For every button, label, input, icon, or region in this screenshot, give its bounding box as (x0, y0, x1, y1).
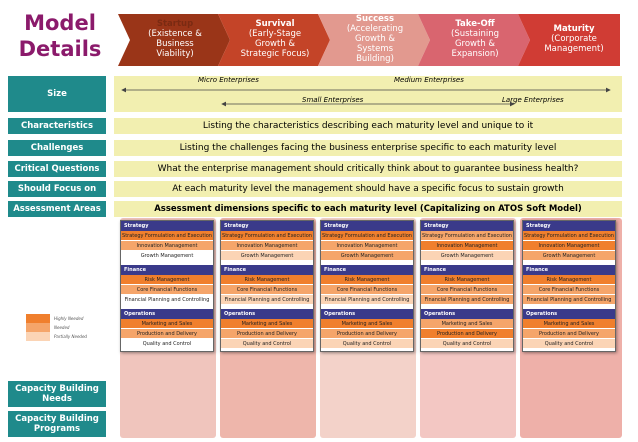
band-characteristics: Listing the characteristics describing each maturity level and unique to it (114, 118, 622, 134)
legend-low-label: Partially Needed (54, 334, 87, 339)
stage-maturity-desc: (Corporate Management) (544, 34, 604, 54)
assessment-panel-survival (220, 220, 314, 352)
panel-section-strategy: Strategy (523, 221, 615, 231)
panel-item: Core Financial Functions (523, 285, 615, 295)
band-assessment: Assessment dimensions specific to each maturity level (Capitalizing on ATOS Soft Model) (114, 201, 622, 217)
panel-item: Risk Management (121, 275, 213, 285)
panel-item: Innovation Management (121, 241, 213, 251)
row-label-assessment: Assessment Areas (8, 201, 106, 217)
panel-item: Growth Management (421, 251, 513, 261)
stage-success-desc: (Accelerating Growth & Systems Building) (346, 24, 404, 64)
panel-item: Quality and Control (523, 339, 615, 349)
row-label-capacity-needs: Capacity Building Needs (8, 381, 106, 407)
legend-high-label: Highly Needed (54, 316, 84, 321)
panel-item: Marketing and Sales (121, 319, 213, 329)
panel-item: Growth Management (221, 251, 313, 261)
panel-item: Quality and Control (321, 339, 413, 349)
panel-item: Production and Delivery (321, 329, 413, 339)
panel-section-finance: Finance (221, 265, 313, 275)
panel-item: Financial Planning and Controlling (321, 295, 413, 305)
panel-item: Production and Delivery (421, 329, 513, 339)
panel-item: Financial Planning and Controlling (121, 295, 213, 305)
panel-item: Financial Planning and Controlling (221, 295, 313, 305)
panel-item: Quality and Control (421, 339, 513, 349)
legend-mid-label: Needed (54, 325, 70, 330)
panel-item: Risk Management (421, 275, 513, 285)
row-label-size: Size (8, 76, 106, 112)
stage-takeoff-name: Take-Off (455, 19, 495, 29)
row-label-capacity-programs: Capacity Building Programs (8, 411, 106, 437)
stage-maturity-name: Maturity (553, 24, 595, 34)
stage-survival (218, 14, 330, 64)
stage-takeoff-desc: (Sustaining Growth & Expansion) (451, 29, 499, 59)
panel-item: Innovation Management (421, 241, 513, 251)
panel-item: Production and Delivery (121, 329, 213, 339)
panel-item: Risk Management (321, 275, 413, 285)
row-label-focus: Should Focus on (8, 181, 106, 197)
panel-item: Strategy Formulation and Execution (122, 233, 212, 239)
panel-item: Core Financial Functions (221, 285, 313, 295)
row-label-critical: Critical Questions (8, 161, 106, 177)
size-micro: Micro Enterprises (198, 76, 259, 84)
size-medium: Medium Enterprises (394, 76, 464, 84)
row-label-challenges: Challenges (8, 140, 106, 156)
panel-item: Risk Management (221, 275, 313, 285)
size-large: Large Enterprises (502, 96, 564, 104)
panel-item: Production and Delivery (523, 329, 615, 339)
panel-item: Innovation Management (221, 241, 313, 251)
panel-section-operations: Operations (221, 309, 313, 319)
stage-maturity (518, 14, 628, 64)
band-critical: What the enterprise management should critically think about to guarantee business health? (114, 161, 622, 177)
panel-item: Core Financial Functions (121, 285, 213, 295)
page-title (8, 10, 112, 62)
panel-item: Financial Planning and Controlling (523, 295, 615, 305)
band-focus: At each maturity level the management should have a specific focus to sustain growth (114, 181, 622, 197)
stage-success (318, 14, 430, 64)
legend-high (26, 314, 84, 323)
assessment-panel-takeoff (420, 220, 514, 352)
panel-item: Marketing and Sales (523, 319, 615, 329)
panel-section-strategy: Strategy (421, 221, 513, 231)
size-arrows (114, 76, 622, 112)
panel-item: Production and Delivery (221, 329, 313, 339)
stage-startup-name: Startup (156, 19, 194, 29)
panel-item: Core Financial Functions (321, 285, 413, 295)
panel-item: Core Financial Functions (421, 285, 513, 295)
size-small: Small Enterprises (302, 96, 364, 104)
stage-success-name: Success (355, 14, 395, 24)
panel-item: Strategy Formulation and Execution (524, 233, 614, 239)
legend-low (26, 332, 87, 341)
assessment-panel-maturity (522, 220, 616, 352)
panel-item: Strategy Formulation and Execution (322, 233, 412, 239)
title-line1: Model (24, 11, 96, 35)
panel-section-finance: Finance (523, 265, 615, 275)
stage-takeoff (418, 14, 530, 64)
panel-item: Risk Management (523, 275, 615, 285)
panel-item: Marketing and Sales (221, 319, 313, 329)
stage-startup-desc: (Existence & Business Viability) (148, 29, 202, 59)
panel-item: Strategy Formulation and Execution (422, 233, 512, 239)
panel-item: Innovation Management (523, 241, 615, 251)
panel-section-operations: Operations (121, 309, 213, 319)
panel-item: Quality and Control (221, 339, 313, 349)
panel-section-finance: Finance (121, 265, 213, 275)
panel-section-finance: Finance (321, 265, 413, 275)
panel-item: Innovation Management (321, 241, 413, 251)
row-label-characteristics: Characteristics (8, 118, 106, 134)
panel-section-finance: Finance (421, 265, 513, 275)
panel-item: Growth Management (121, 251, 213, 261)
panel-section-strategy: Strategy (121, 221, 213, 231)
panel-section-operations: Operations (523, 309, 615, 319)
stage-survival-name: Survival (255, 19, 295, 29)
panel-item: Marketing and Sales (421, 319, 513, 329)
panel-section-strategy: Strategy (321, 221, 413, 231)
title-line2: Details (18, 37, 102, 61)
panel-item: Quality and Control (121, 339, 213, 349)
stage-survival-desc: (Early-Stage Growth & Strategic Focus) (240, 29, 310, 59)
panel-section-strategy: Strategy (221, 221, 313, 231)
legend (26, 314, 87, 341)
band-challenges: Listing the challenges facing the business enterprise specific to each maturity level (114, 140, 622, 156)
panel-item: Growth Management (321, 251, 413, 261)
panel-item: Growth Management (523, 251, 615, 261)
panel-section-operations: Operations (421, 309, 513, 319)
panel-section-operations: Operations (321, 309, 413, 319)
legend-mid (26, 323, 70, 332)
panel-item: Marketing and Sales (321, 319, 413, 329)
assessment-panel-success (320, 220, 414, 352)
assessment-panel-startup (120, 220, 214, 352)
panel-item: Financial Planning and Controlling (421, 295, 513, 305)
stage-startup (118, 14, 230, 64)
panel-item: Strategy Formulation and Execution (222, 233, 312, 239)
